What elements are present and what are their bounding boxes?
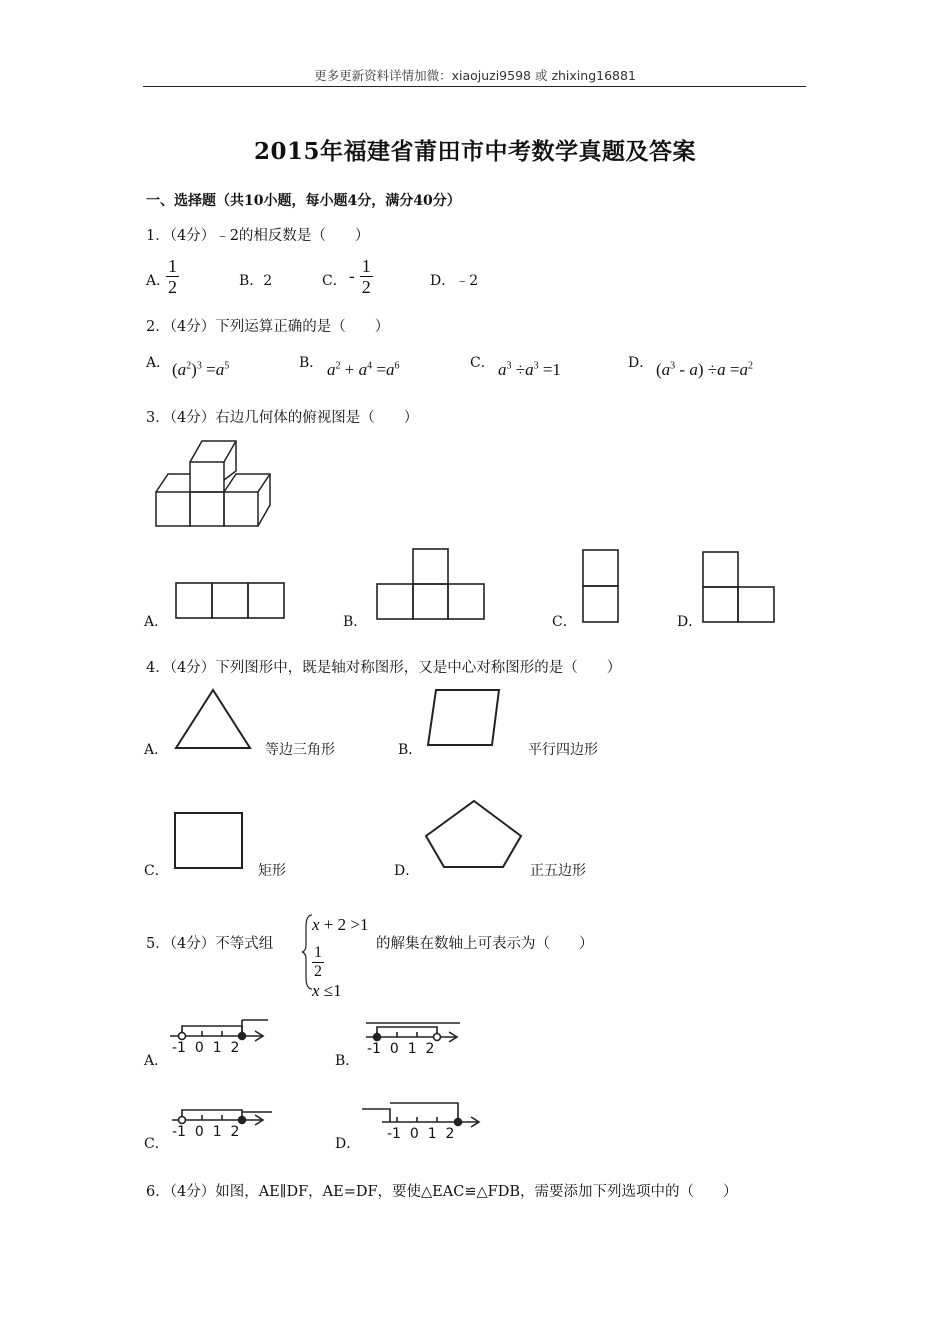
tick-label: -1: [172, 1124, 186, 1140]
tick-label: -1: [172, 1040, 186, 1056]
q5-stem-prefix: 5．（4分）不等式组: [146, 936, 274, 952]
q1-option-d: D．﹣2: [430, 273, 479, 289]
q5-stem-suffix: 的解集在数轴上可表示为（ ）: [376, 936, 594, 952]
q5-option-b-label: B．: [335, 1053, 360, 1069]
tick-label: 0: [389, 1041, 399, 1057]
tick-label: 2: [230, 1124, 240, 1140]
q2-option-c-label: C．: [470, 355, 495, 371]
section-heading: 一、选择题（共10小题，每小题4分，满分40分）: [146, 193, 461, 209]
q1-a-numerator: 1: [168, 256, 177, 276]
tick-label: -1: [367, 1041, 381, 1057]
q6-stem: 6．（4分）如图，AE∥DF，AE=DF，要使△EAC≌△FDB，需要添加下列选项中的（ ）: [146, 1184, 738, 1200]
tick-label: 2: [425, 1041, 435, 1057]
q3-option-d-label: D．: [677, 614, 703, 630]
q5-option-a-label: A．: [144, 1053, 169, 1069]
document-title: 2015年福建省莆田市中考数学真题及答案: [253, 138, 696, 165]
q4-stem: 4．（4分）下列图形中，既是轴对称图形，又是中心对称图形的是（ ）: [146, 660, 622, 676]
q2-option-a-label: A．: [146, 355, 171, 371]
q2-option-d-expression: $(a^3 - a) \div a =a^2$: [656, 360, 753, 379]
q4-option-d-text: 正五边形: [530, 863, 586, 879]
q4-option-c-label: C．: [144, 863, 169, 879]
q5-a-tick-labels: [172, 1040, 239, 1056]
tick-label: 1: [212, 1124, 222, 1140]
q1-c-denominator: 2: [361, 277, 371, 297]
tick-label: 2: [230, 1040, 240, 1056]
q4-option-a-label: A．: [144, 742, 169, 758]
q5-inequality-2: $\frac{1}{2}$ x ≤1: [312, 944, 342, 1000]
page-header: 更多更新资料详情加微：xiaojuzi9598 或 zhixing16881: [314, 68, 636, 83]
q1-option-a-label: A．: [146, 273, 171, 289]
q4-option-a-text: 等边三角形: [265, 742, 335, 758]
q3-option-b-label: B．: [343, 614, 368, 630]
tick-label: 0: [409, 1126, 419, 1142]
tick-label: 0: [194, 1040, 204, 1056]
q4-option-b-text: 平行四边形: [528, 742, 598, 758]
q4-option-c-text: 矩形: [258, 863, 286, 879]
q2-option-a-expression: $(a^2)^3 =a^5$: [172, 360, 230, 379]
q1-c-numerator: 1: [361, 256, 371, 276]
q1-stem: 1．（4分）﹣2的相反数是（ ）: [146, 228, 370, 244]
q1-c-sign: -: [349, 266, 355, 286]
q2-option-b-label: B．: [299, 355, 324, 371]
q5-inequality-1: x + 2 >1: [312, 915, 369, 934]
tick-label: 2: [445, 1126, 455, 1142]
q3-stem: 3．（4分）右边几何体的俯视图是（ ）: [146, 410, 419, 426]
q2-stem: 2．（4分）下列运算正确的是（ ）: [146, 319, 390, 335]
q3-option-a-label: A．: [144, 614, 169, 630]
tick-label: 1: [212, 1040, 222, 1056]
tick-label: 1: [407, 1041, 417, 1057]
q3-option-c-label: C．: [552, 614, 577, 630]
tick-label: 1: [427, 1126, 437, 1142]
q5-c-tick-labels: [172, 1124, 239, 1140]
q1-option-c-label: C．: [322, 273, 347, 289]
q5-option-d-label: D．: [335, 1136, 361, 1152]
q2-option-d-label: D．: [628, 355, 654, 371]
q4-option-b-label: B．: [398, 742, 423, 758]
q4-option-d-label: D．: [394, 863, 420, 879]
tick-label: 0: [194, 1124, 204, 1140]
q1-a-denominator: 2: [168, 277, 177, 297]
q2-option-c-expression: $a^3 \div a^3 =1$: [498, 360, 561, 379]
q1-option-b: B．2: [239, 273, 273, 289]
q5-option-c-label: C．: [144, 1136, 169, 1152]
q2-option-b-expression: $a^2 + a^4 =a^6$: [327, 360, 400, 379]
tick-label: -1: [387, 1126, 401, 1142]
q5-b-tick-labels: [367, 1041, 434, 1057]
q5-d-tick-labels: [387, 1126, 454, 1142]
